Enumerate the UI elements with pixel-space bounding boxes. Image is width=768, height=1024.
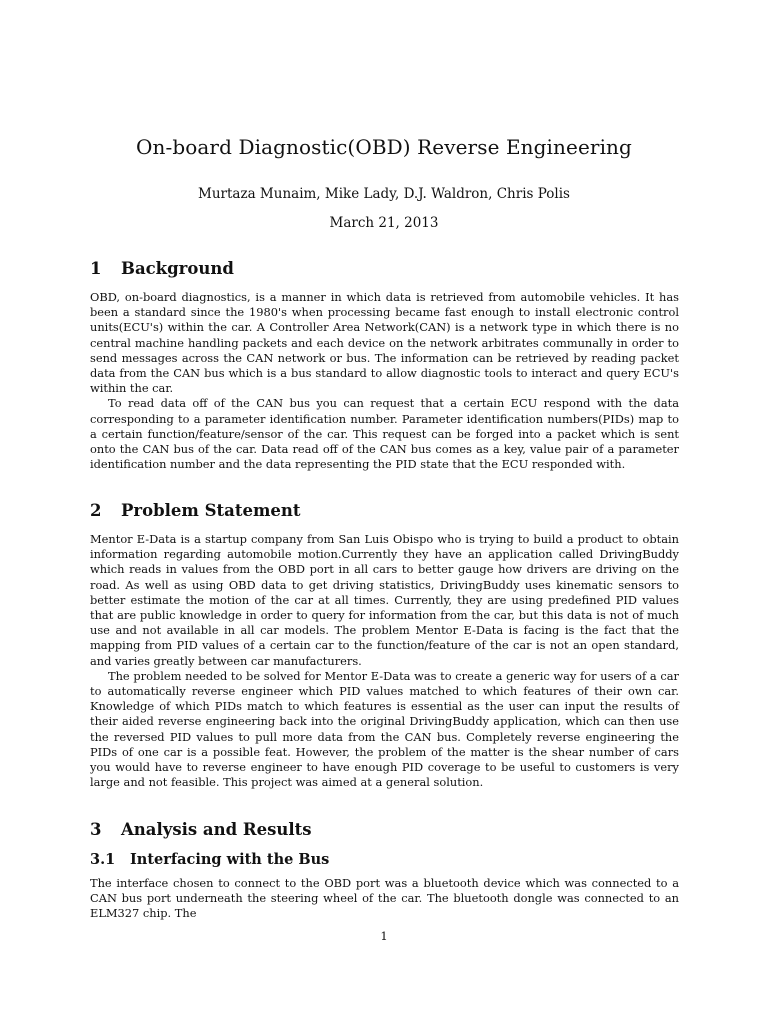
subsection-title: Interfacing with the Bus [130,851,330,868]
page-number: 1 [380,929,388,943]
subsection-heading-interfacing-with-the-bus [90,850,329,870]
section-number: 3 [90,820,102,839]
paragraph: The problem needed to be solved for Mentor E-Data was to create a generic way for users of a car to automatically reverse engineer which PID values matched to which features of their own car. Knowledge of which PIDs match to which features is essential as the user can input the results of their aided reverse engineering back into the original DrivingBuddy application, which can then use the reversed PID values to pull more data from the CAN bus. Completely reverse engineering the PIDs of one car is a possible feat. However, the problem of the matter is the shear number of cars you would have to reverse engineer to have enough PID coverage to be useful to customers is very large and not feasible. This project was aimed at a general solution. [90,668,679,790]
section-body-problem-statement [90,532,679,790]
paragraph: OBD, on-board diagnostics, is a manner in which data is retrieved from automobile vehicles. It has been a standard since the 1980's when processing became fast enough to install electronic control units(ECU's) within the car. A Controller Area Network(CAN) is a network type in which there is no central machine handling packets and each device on the network arbitrates communally in order to send messages across the CAN network or bus. The information can be retrieved by reading packet data from the CAN bus which is a bus standard to allow diagnostic tools to interact and query ECU's within the car. [90,290,679,396]
section-title: Background [121,259,234,278]
subsection-number: 3.1 [90,851,116,868]
section-heading-analysis-and-results [90,819,312,841]
section-title: Problem Statement [121,501,301,520]
section-number: 2 [90,501,102,520]
paper-title: On-board Diagnostic(OBD) Reverse Engineering [136,135,632,159]
section-heading-background [90,258,234,280]
section-title: Analysis and Results [121,820,312,839]
paragraph: To read data off of the CAN bus you can request that a certain ECU respond with the data corresponding to a parameter identification number. Parameter identification numbers(PIDs) map to a certain function/feature/sensor of the car. This request can be forged into a packet which is sent onto the CAN bus of the car. Data read off of the CAN bus comes as a key, value pair of a parameter identification number and the data representing the PID state that the ECU responded with. [90,396,679,472]
section-body-background [90,290,679,472]
section-number: 1 [90,259,102,278]
paragraph: Mentor E-Data is a startup company from San Luis Obispo who is trying to build a product to obtain information regarding automobile motion.Currently they have an application called DrivingBuddy which reads in values from the OBD port in all cars to better gauge how drivers are driving on the road. As well as using OBD data to get driving statistics, DrivingBuddy uses kinematic sensors to better estimate the motion of the car at all times. Currently, they are using predefined PID values that are public knowledge in order to query for information from the car, but this data is not of much use and not available in all car models. The problem Mentor E-Data is facing is the fact that the mapping from PID values of a certain car to the function/feature of the car is not an open standard, and varies greatly between car manufacturers. [90,532,679,668]
paper-authors: Murtaza Munaim, Mike Lady, D.J. Waldron, Chris Polis [198,186,570,202]
subsection-body-interfacing-with-the-bus [90,876,679,922]
paragraph: The interface chosen to connect to the OBD port was a bluetooth device which was connected to a CAN bus port underneath the steering wheel of the car. The bluetooth dongle was connected to an ELM327 chip. The [90,876,679,921]
paper-date: March 21, 2013 [329,215,439,231]
section-heading-problem-statement [90,500,301,522]
